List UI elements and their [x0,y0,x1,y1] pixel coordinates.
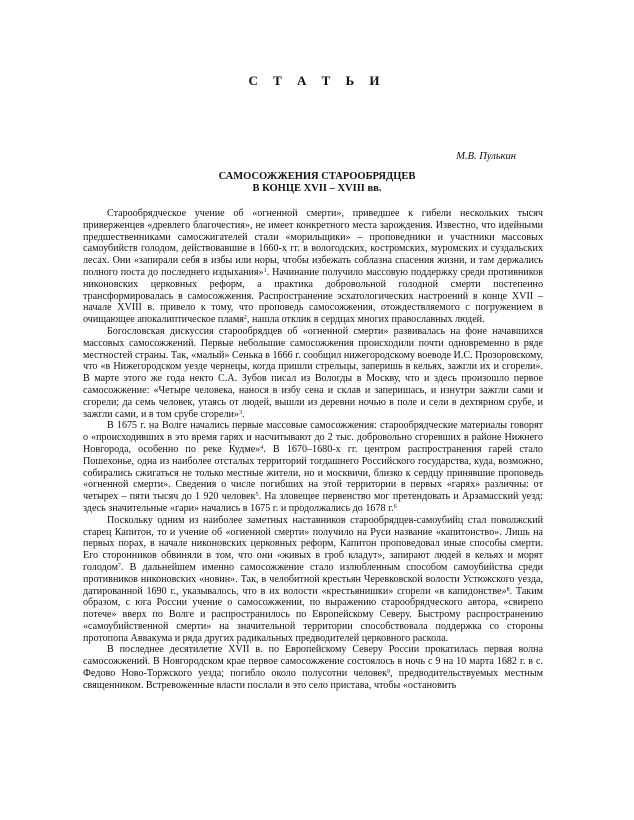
paragraph-text: . Таким образом, с юга России учение о самосожжении, по выражению старообрядческого автора, «свирепо потече» вверх по Волге и распространилось по Европейскому Северу. Быстрому распространению «самоубийственной смерти» на значительной территории способствовала поддержка со стороны протопопа Аввакума и ряда других радикальных предводителей церковного раскола. [83,585,543,644]
title-line-2: В КОНЦЕ XVII – XVIII вв. [252,183,382,194]
paragraph-text: . [241,408,245,420]
footnote-ref: 1 [263,267,267,274]
paragraph-1 [83,208,543,326]
paragraph-text: Поскольку одним из наиболее заметных наставников старообрядцев-самоубийц стал поволжский старец Капитон, то и учение об «огненной смерти» получило на Руси название «капитонство». Лишь на первых порах, в начале никоновских церковных реформ, Капитон проповедовал иные способы смерти. Его сторонников обвиняли в том, что они «живых в гроб кладут», запирают людей в кельях и морят голодом [83,514,543,573]
paragraph-text: , предводительствуемых местным священником. Встревоженные власти послали в это село пристава, чтобы «остановить [83,668,543,691]
article-author: М.В. Пулькин [456,151,516,162]
paragraph-4 [83,515,543,645]
footnote-ref: 8 [506,586,510,593]
footnote-ref: 5 [255,492,259,499]
paragraph-3 [83,420,543,514]
article-title [0,171,634,195]
section-header: С Т А Т Ь И [248,73,386,88]
paragraph-5 [83,644,543,691]
paragraph-text: , нашла отклик в сердцах многих православных людей. [246,314,485,326]
footnote-ref: 3 [238,409,242,416]
footnote-ref: 2 [243,315,247,322]
paragraph-text: . В дальнейшем именно самосожжение стало излюбленным способом самоубийства среди противников никоновских «новин». Так, в челобитной крестьян Черевковской волости Устюжского уезда, датированной 1690 г., указывалось, что в их волости «крестьянишки» сгорели «в капидонстве» [83,561,543,597]
footnote-ref: 9 [387,669,391,676]
paragraph-text: . Начинание получило массовую поддержку среди противников никоновских церковных реформ, а практика добровольной голодной смерти постепенно трансформировалась в самосожжения. Распространение эсхатологических настроений в конце XVII – начале XVIII в. привело к тому, что проповедь самосожжения, отождествляемого с погружением в очищающее апокалиптическое пламя [83,266,543,326]
paragraph-text: Старообрядческое учение об «огненной смерти», приведшее к гибели нескольких тысяч приверженцев «древлего благочестия», не имеет конкретного места зарождения. Известно, что идейными предшественниками самосжигателей стали «морильщики» – проповедники и участники массовых самоубийств голодом, действовавшие в 1660-х гг. в вологодских, костромских, муромских и суздальских лесах. Они «запирали себя в избы или норы, чтобы избежать соблазна спасения жизни, и там держались полного поста до последнего издыхания» [83,208,543,278]
paragraph-text: В 1675 г. на Волге начались первые массовые самосожжения: старообрядческие материалы говорят о «происходивших в это время гарях и насчитывают до 2 тыс. добровольно сгоревших в районе Нижнего Новгорода, особенно по реке Кудме» [83,420,543,455]
paragraph-text: В последнее десятилетие XVII в. по Европейскому Северу России прокатилась первая волна самосожжений. В Новгородском крае первое самосожжение состоялось в ночь с 9 на 10 марта 1682 г. в с. Федово Ново-Торжского уезда; погибло около полусотни человек [83,644,543,680]
paragraph-text: Богословская дискуссия старообрядцев об «огненной смерти» развивалась на фоне начавшихся массовых самосожжений. Первые небольшие самосожжения происходили почти одновременно в ряде местностей страны. Так, «малый» Сенька в 1666 г. сообщил нижегородскому воеводе И.С. Прозоровскому, что «в Нижегородском уезде чернецы, когда пришли стрельцы, заперишь в кельях, зажгли их и сгорели». В марте этого же года некто С.А. Зубов писал из Вологды в Москву, что и здесь произошло первое самосожжение: «Четыре человека, нанося в избу сена и склав и заперишась, и изнутри зажгли сами и сгорели; да семь человек, утаясь от людей, вышли из деревни ночью в поле и сели в дехтярном срубе, и зажгли сами, и в том срубе сгорели» [83,325,543,420]
paragraph-text: . На зловещее первенство мог претендовать и Арзамасский уезд: здесь значительные «гари» начались в 1675 г. и продолжались до 1678 г. [83,491,543,514]
paragraph-2 [83,326,543,420]
article-body [83,208,543,692]
footnote-ref: 7 [117,562,121,569]
paragraph-text: . В 1670–1680-х гг. центром распространения гарей стало Пошехонье, одна из наиболее отсталых территорий тогдашнего Российского государства, куда, возможно, собирались сжигаться не только местные жители, но и москвичи, близко к сердцу принявшие проповедь «огненной смерти». Сведения о числе погибших на этой территории в первых «гарях» различны: от четырех – пяти тысяч до 1 920 человек [83,443,543,503]
footnote-ref: 4 [260,444,264,451]
footnote-ref: 6 [393,503,397,510]
title-line-1: САМОСОЖЖЕНИЯ СТАРООБРЯДЦЕВ [218,171,416,182]
